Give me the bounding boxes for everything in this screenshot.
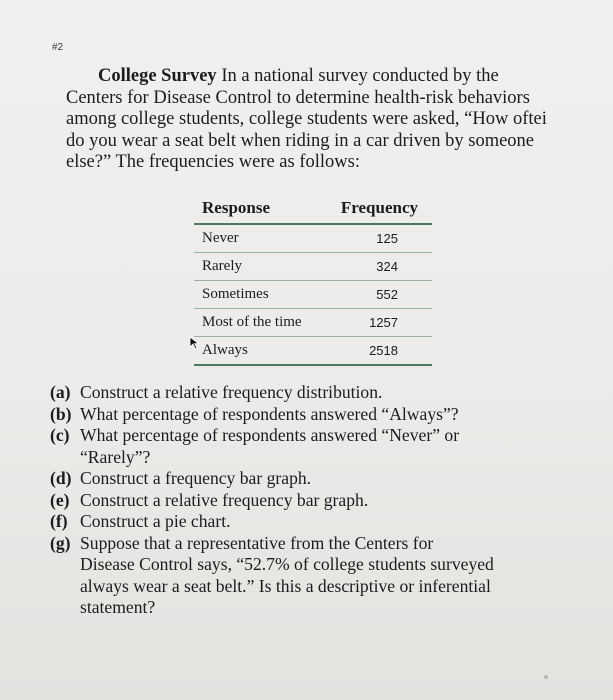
intro-line-2: Centers for Disease Control to determine health-risk behaviors bbox=[66, 87, 530, 108]
frequency-table bbox=[194, 193, 432, 366]
mouse-pointer-icon bbox=[189, 336, 201, 350]
question-text-continued: always wear a seat belt.” Is this a descriptive or inferential bbox=[80, 575, 491, 596]
intro-line-5: else?” The frequencies were as follows: bbox=[66, 152, 360, 173]
table-header-row bbox=[194, 193, 432, 224]
frequency-cell: 125 bbox=[323, 224, 432, 253]
intro-line-4: do you wear a seat belt when riding in a car driven by someone bbox=[66, 130, 535, 151]
question-letter: (d) bbox=[50, 468, 72, 488]
intro-title: College Survey bbox=[98, 66, 217, 86]
table-row bbox=[194, 224, 432, 253]
question-letter: (b) bbox=[50, 403, 72, 424]
intro-line-1 bbox=[66, 66, 566, 88]
response-cell: Never bbox=[194, 224, 323, 253]
problem-number: #2 bbox=[52, 42, 64, 53]
table-row bbox=[194, 253, 432, 281]
question-text-continued: Disease Control says, “52.7% of college students surveyed bbox=[80, 554, 494, 574]
speck bbox=[544, 675, 548, 679]
response-cell: Always bbox=[194, 337, 323, 366]
question-list bbox=[50, 382, 590, 619]
question-letter: (c) bbox=[50, 425, 70, 445]
header-frequency: Frequency bbox=[323, 193, 432, 224]
question-letter: (a) bbox=[50, 382, 71, 402]
question-text: Construct a pie chart. bbox=[80, 511, 231, 531]
question-text: Suppose that a representative from the Centers for bbox=[80, 532, 434, 553]
frequency-cell: 324 bbox=[323, 253, 432, 281]
question-text: Construct a frequency bar graph. bbox=[80, 468, 312, 488]
question-c bbox=[50, 425, 590, 468]
question-text: Construct a relative frequency bar graph. bbox=[80, 489, 369, 510]
response-cell: Sometimes bbox=[194, 281, 323, 309]
question-letter: (f) bbox=[50, 511, 68, 531]
intro-paragraph bbox=[66, 66, 566, 174]
frequency-cell: 552 bbox=[323, 281, 432, 309]
question-f bbox=[50, 511, 590, 533]
question-d bbox=[50, 468, 590, 490]
question-letter: (e) bbox=[50, 489, 70, 510]
table-row bbox=[194, 281, 432, 309]
question-e bbox=[50, 490, 590, 512]
question-text: Construct a relative frequency distribution. bbox=[80, 382, 383, 402]
frequency-cell: 1257 bbox=[323, 309, 432, 337]
response-cell: Rarely bbox=[194, 253, 323, 281]
header-response: Response bbox=[194, 193, 323, 224]
response-cell: Most of the time bbox=[194, 309, 323, 337]
question-a bbox=[50, 382, 590, 404]
question-text: What percentage of respondents answered “Always”? bbox=[80, 403, 459, 424]
table-row bbox=[194, 337, 432, 366]
question-b bbox=[50, 404, 590, 426]
question-g bbox=[50, 533, 590, 619]
table-row bbox=[194, 309, 432, 337]
question-text-continued: “Rarely”? bbox=[80, 446, 151, 467]
question-text-continued: statement? bbox=[80, 597, 156, 617]
question-text: What percentage of respondents answered “Never” or bbox=[80, 425, 460, 445]
frequency-cell: 2518 bbox=[323, 337, 432, 366]
intro-line-1-rest: In a national survey conducted by the bbox=[216, 66, 499, 86]
question-letter: (g) bbox=[50, 532, 71, 553]
intro-line-3: among college students, college students were asked, “How oftei bbox=[66, 109, 547, 130]
